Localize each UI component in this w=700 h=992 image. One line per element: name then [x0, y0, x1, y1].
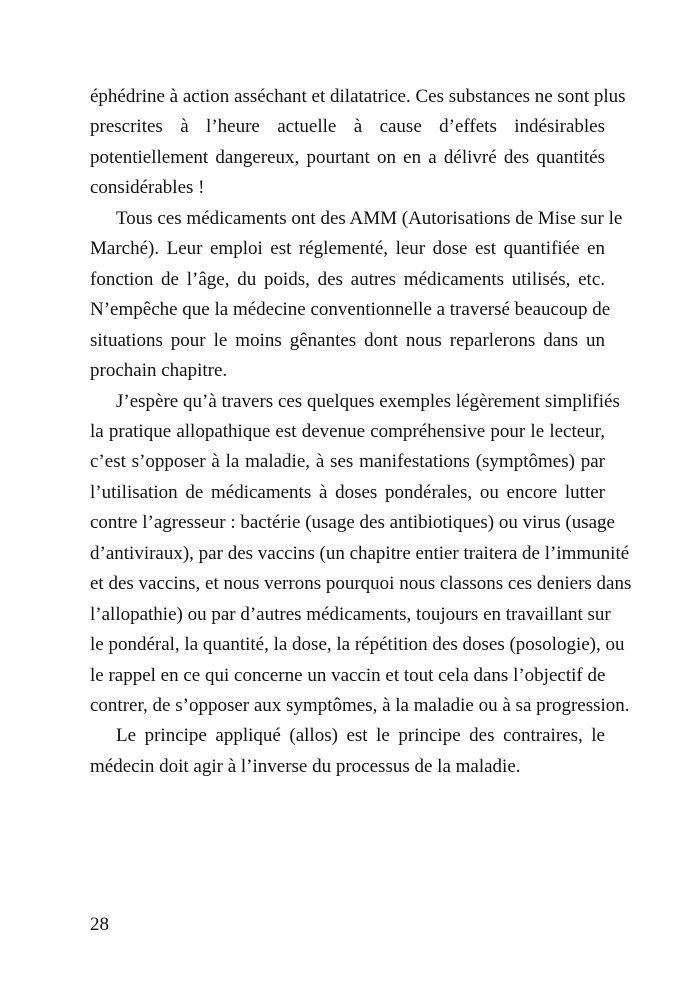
- text-line: contre l’agresseur : bactérie (usage des antibiotiques) ou virus (usage: [90, 512, 615, 534]
- text-line: considérables !: [90, 177, 205, 199]
- text-line: situations pour le moins gênantes dont nous reparlerons dans un: [90, 329, 605, 351]
- text-line: J’espère qu’à travers ces quelques exemples légèrement simplifiés: [116, 390, 620, 412]
- text-line: la pratique allopathique est devenue compréhensive pour le lecteur,: [90, 420, 605, 442]
- text-line: contrer, de s’opposer aux symptômes, à la maladie ou à sa progression.: [90, 695, 630, 716]
- text-line: prochain chapitre.: [90, 360, 228, 382]
- text-line: c’est s’opposer à la maladie, à ses manifestations (symptômes) par: [90, 451, 605, 473]
- text-line: Tous ces médicaments ont des AMM (Autorisations de Mise sur le: [116, 207, 623, 229]
- text-line: fonction de l’âge, du poids, des autres médicaments utilisés, etc.: [90, 268, 605, 290]
- text-line: le rappel en ce qui concerne un vaccin et tout cela dans l’objectif de: [90, 664, 606, 686]
- text-line: et des vaccins, et nous verrons pourquoi nous classons ces deniers dans: [90, 573, 632, 595]
- text-line: potentiellement dangereux, pourtant on en a délivré des quantités: [90, 146, 605, 168]
- text-line: Marché). Leur emploi est réglementé, leur dose est quantifiée en: [90, 238, 605, 260]
- text-line: l’allopathie) ou par d’autres médicaments, toujours en travaillant sur: [90, 603, 611, 625]
- text-line: Le principe appliqué (allos) est le principe des contraires, le: [116, 725, 605, 747]
- text-line: éphédrine à action asséchant et dilatatrice. Ces substances ne sont plus: [90, 86, 626, 107]
- page-number: 28: [90, 914, 109, 935]
- text-line: l’utilisation de médicaments à doses pondérales, ou encore lutter: [90, 481, 605, 503]
- text-line: prescrites à l’heure actuelle à cause d’effets indésirables: [90, 116, 605, 138]
- text-line: d’antiviraux), par des vaccins (un chapitre entier traitera de l’immunité: [90, 542, 630, 564]
- text-line: N’empêche que la médecine conventionnelle a traversé beaucoup de: [90, 299, 611, 321]
- text-line: médecin doit agir à l’inverse du processus de la maladie.: [90, 755, 521, 777]
- text-line: le pondéral, la quantité, la dose, la répétition des doses (posologie), ou: [90, 634, 625, 656]
